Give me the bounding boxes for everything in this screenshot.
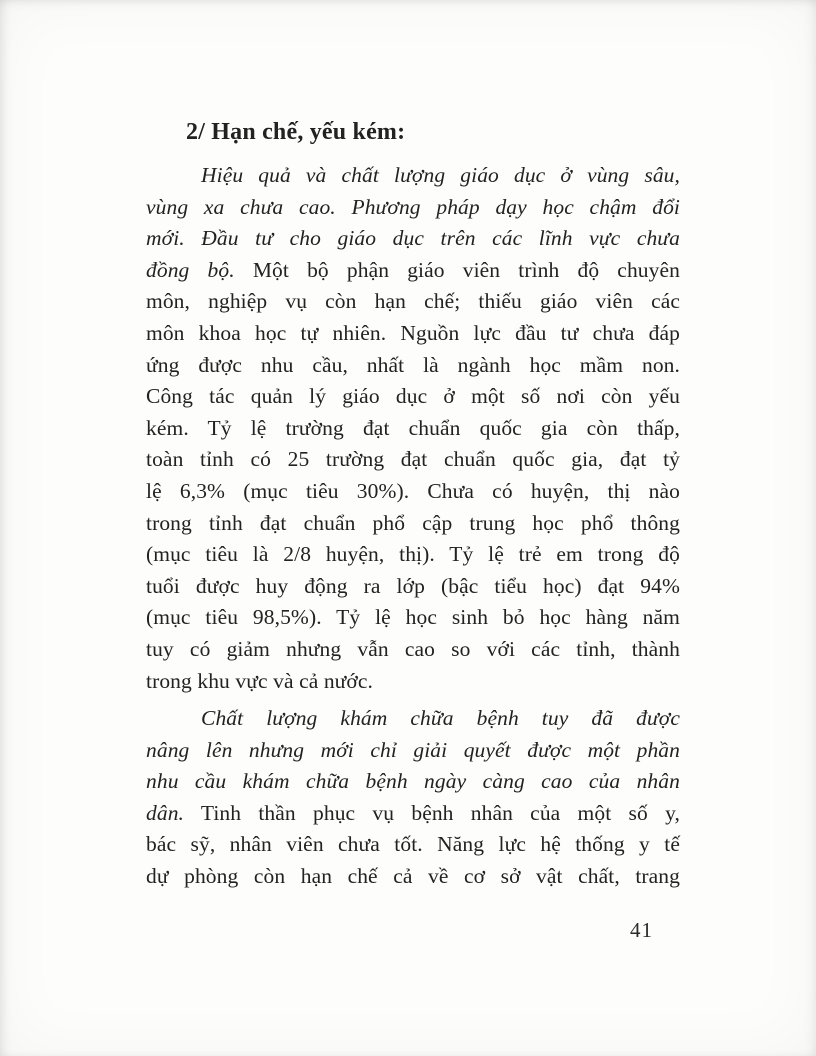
- text-segment: (mục tiêu 98,5%). Tỷ lệ học sinh bỏ học hàng năm: [146, 605, 680, 630]
- text-line: [146, 255, 680, 287]
- text-line: [146, 350, 680, 382]
- text-segment: Tinh thần phục vụ bệnh nhân của một số y,: [184, 800, 680, 825]
- text-segment: lệ 6,3% (mục tiêu 30%). Chưa có huyện, thị nào: [146, 478, 680, 503]
- text-segment: tuổi được huy động ra lớp (bậc tiểu học) đạt 94%: [146, 573, 680, 598]
- text-line: [146, 413, 680, 445]
- text-line: [146, 666, 680, 698]
- italic-text-segment: dân.: [146, 800, 185, 825]
- text-segment: ứng được nhu cầu, nhất là ngành học mầm non.: [146, 352, 680, 377]
- text-line: [146, 160, 680, 192]
- text-line: [146, 571, 680, 603]
- text-block: [146, 112, 680, 893]
- text-line: [146, 602, 680, 634]
- italic-text-segment: đồng bộ.: [146, 257, 235, 282]
- italic-text-segment: vùng xa chưa cao. Phương pháp dạy học chậm đổi: [146, 194, 680, 219]
- text-line: [146, 192, 680, 224]
- text-segment: bác sỹ, nhân viên chưa tốt. Năng lực hệ thống y tế: [146, 832, 680, 857]
- text-line: [146, 766, 680, 798]
- section-heading: 2/ Hạn chế, yếu kém:: [186, 119, 406, 145]
- text-segment: trong khu vực và cả nước.: [146, 668, 374, 693]
- text-segment: trong tỉnh đạt chuẩn phổ cập trung học phổ thông: [146, 510, 680, 535]
- text-segment: kém. Tỷ lệ trường đạt chuẩn quốc gia còn thấp,: [146, 415, 680, 440]
- text-line: [146, 508, 680, 540]
- page-number: 41: [630, 918, 653, 942]
- text-segment: (mục tiêu là 2/8 huyện, thị). Tỷ lệ trẻ em trong độ: [146, 542, 680, 567]
- text-line: [146, 829, 680, 861]
- paragraph: [146, 160, 680, 697]
- text-segment: dự phòng còn hạn chế cả về cơ sở vật chất, trang: [146, 864, 680, 889]
- text-line: [146, 539, 680, 571]
- text-line: [146, 861, 680, 893]
- italic-text-segment: nhu cầu khám chữa bệnh ngày càng cao của nhân: [146, 769, 680, 794]
- italic-text-segment: Chất lượng khám chữa bệnh tuy đã được: [201, 706, 680, 731]
- text-segment: Công tác quản lý giáo dục ở một số nơi còn yếu: [146, 384, 680, 409]
- text-line: [146, 476, 680, 508]
- text-segment: Một bộ phận giáo viên trình độ chuyên: [234, 257, 680, 282]
- text-line: [146, 286, 680, 318]
- text-line: [146, 444, 680, 476]
- text-line: [146, 735, 680, 767]
- paragraphs: [146, 160, 680, 893]
- text-line: [146, 798, 680, 830]
- italic-text-segment: Hiệu quả và chất lượng giáo dục ở vùng sâu,: [201, 163, 680, 187]
- text-segment: môn, nghiệp vụ còn hạn chế; thiếu giáo viên các: [146, 289, 680, 314]
- text-line: [146, 223, 680, 255]
- text-line: [146, 703, 680, 735]
- italic-text-segment: mới. Đầu tư cho giáo dục trên các lĩnh vực chưa: [146, 226, 680, 251]
- text-segment: tuy có giảm nhưng vẫn cao so với các tỉnh, thành: [146, 636, 680, 661]
- text-segment: môn khoa học tự nhiên. Nguồn lực đầu tư chưa đáp: [146, 320, 680, 345]
- italic-text-segment: nâng lên nhưng mới chỉ giải quyết được một phần: [146, 737, 680, 762]
- text-segment: toàn tỉnh có 25 trường đạt chuẩn quốc gia, đạt tỷ: [146, 447, 680, 472]
- text-line: [146, 634, 680, 666]
- paragraph: [146, 703, 680, 893]
- text-line: [146, 318, 680, 350]
- text-line: [146, 381, 680, 413]
